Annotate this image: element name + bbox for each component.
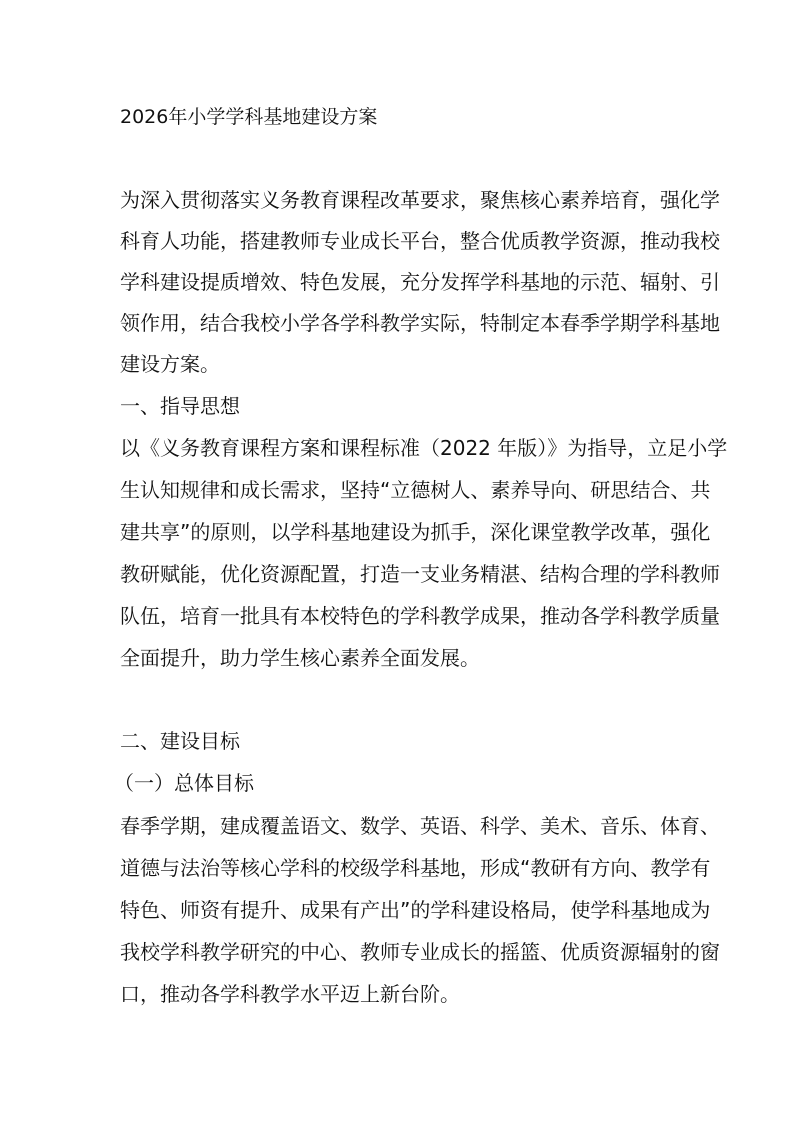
intro-line: 学科建设提质增效、特色发展，充分发挥学科基地的示范、辐射、引 (120, 270, 720, 294)
paragraph-line: 生认知规律和成长需求，坚持“立德树人、素养导向、研思结合、共 (120, 478, 711, 502)
section-heading: 一、指导思想 (120, 394, 240, 418)
paragraph-line: 队伍，培育一批具有本校特色的学科教学成果，推动各学科教学质量 (120, 604, 720, 628)
intro-line: 为深入贯彻落实义务教育课程改革要求，聚焦核心素养培育，强化学 (120, 188, 720, 212)
paragraph-line: 我校学科教学研究的中心、教师专业成长的摇篮、优质资源辐射的窗 (120, 940, 720, 964)
intro-line: 科育人功能，搭建教师专业成长平台，整合优质教学资源，推动我校 (120, 229, 720, 253)
section-heading: 二、建设目标 (120, 729, 240, 753)
document-title: 2026年小学学科基地建设方案 (120, 106, 378, 128)
paragraph-line: 特色、师资有提升、成果有产出”的学科建设格局，使学科基地成为 (120, 898, 711, 922)
intro-line: 建设方案。 (120, 352, 220, 376)
paragraph-line: 教研赋能，优化资源配置，打造一支业务精湛、结构合理的学科教师 (120, 562, 720, 586)
paragraph-line: 建共享”的原则，以学科基地建设为抓手，深化课堂教学改革，强化 (120, 520, 711, 544)
paragraph-line: 道德与法治等核心学科的校级学科基地，形成“教研有方向、教学有 (120, 856, 711, 880)
subsection-heading: （一）总体目标 (114, 771, 254, 795)
paragraph-line: 口，推动各学科教学水平迈上新台阶。 (120, 982, 460, 1006)
intro-line: 领作用，结合我校小学各学科教学实际，特制定本春季学期学科基地 (120, 311, 720, 335)
paragraph-line: 全面提升，助力学生核心素养全面发展。 (120, 646, 480, 670)
paragraph-line: 以《义务教育课程方案和课程标准（2022 年版）》为指导，立足小学 (120, 436, 728, 460)
paragraph-line: 春季学期，建成覆盖语文、数学、英语、科学、美术、音乐、体育、 (120, 814, 720, 838)
